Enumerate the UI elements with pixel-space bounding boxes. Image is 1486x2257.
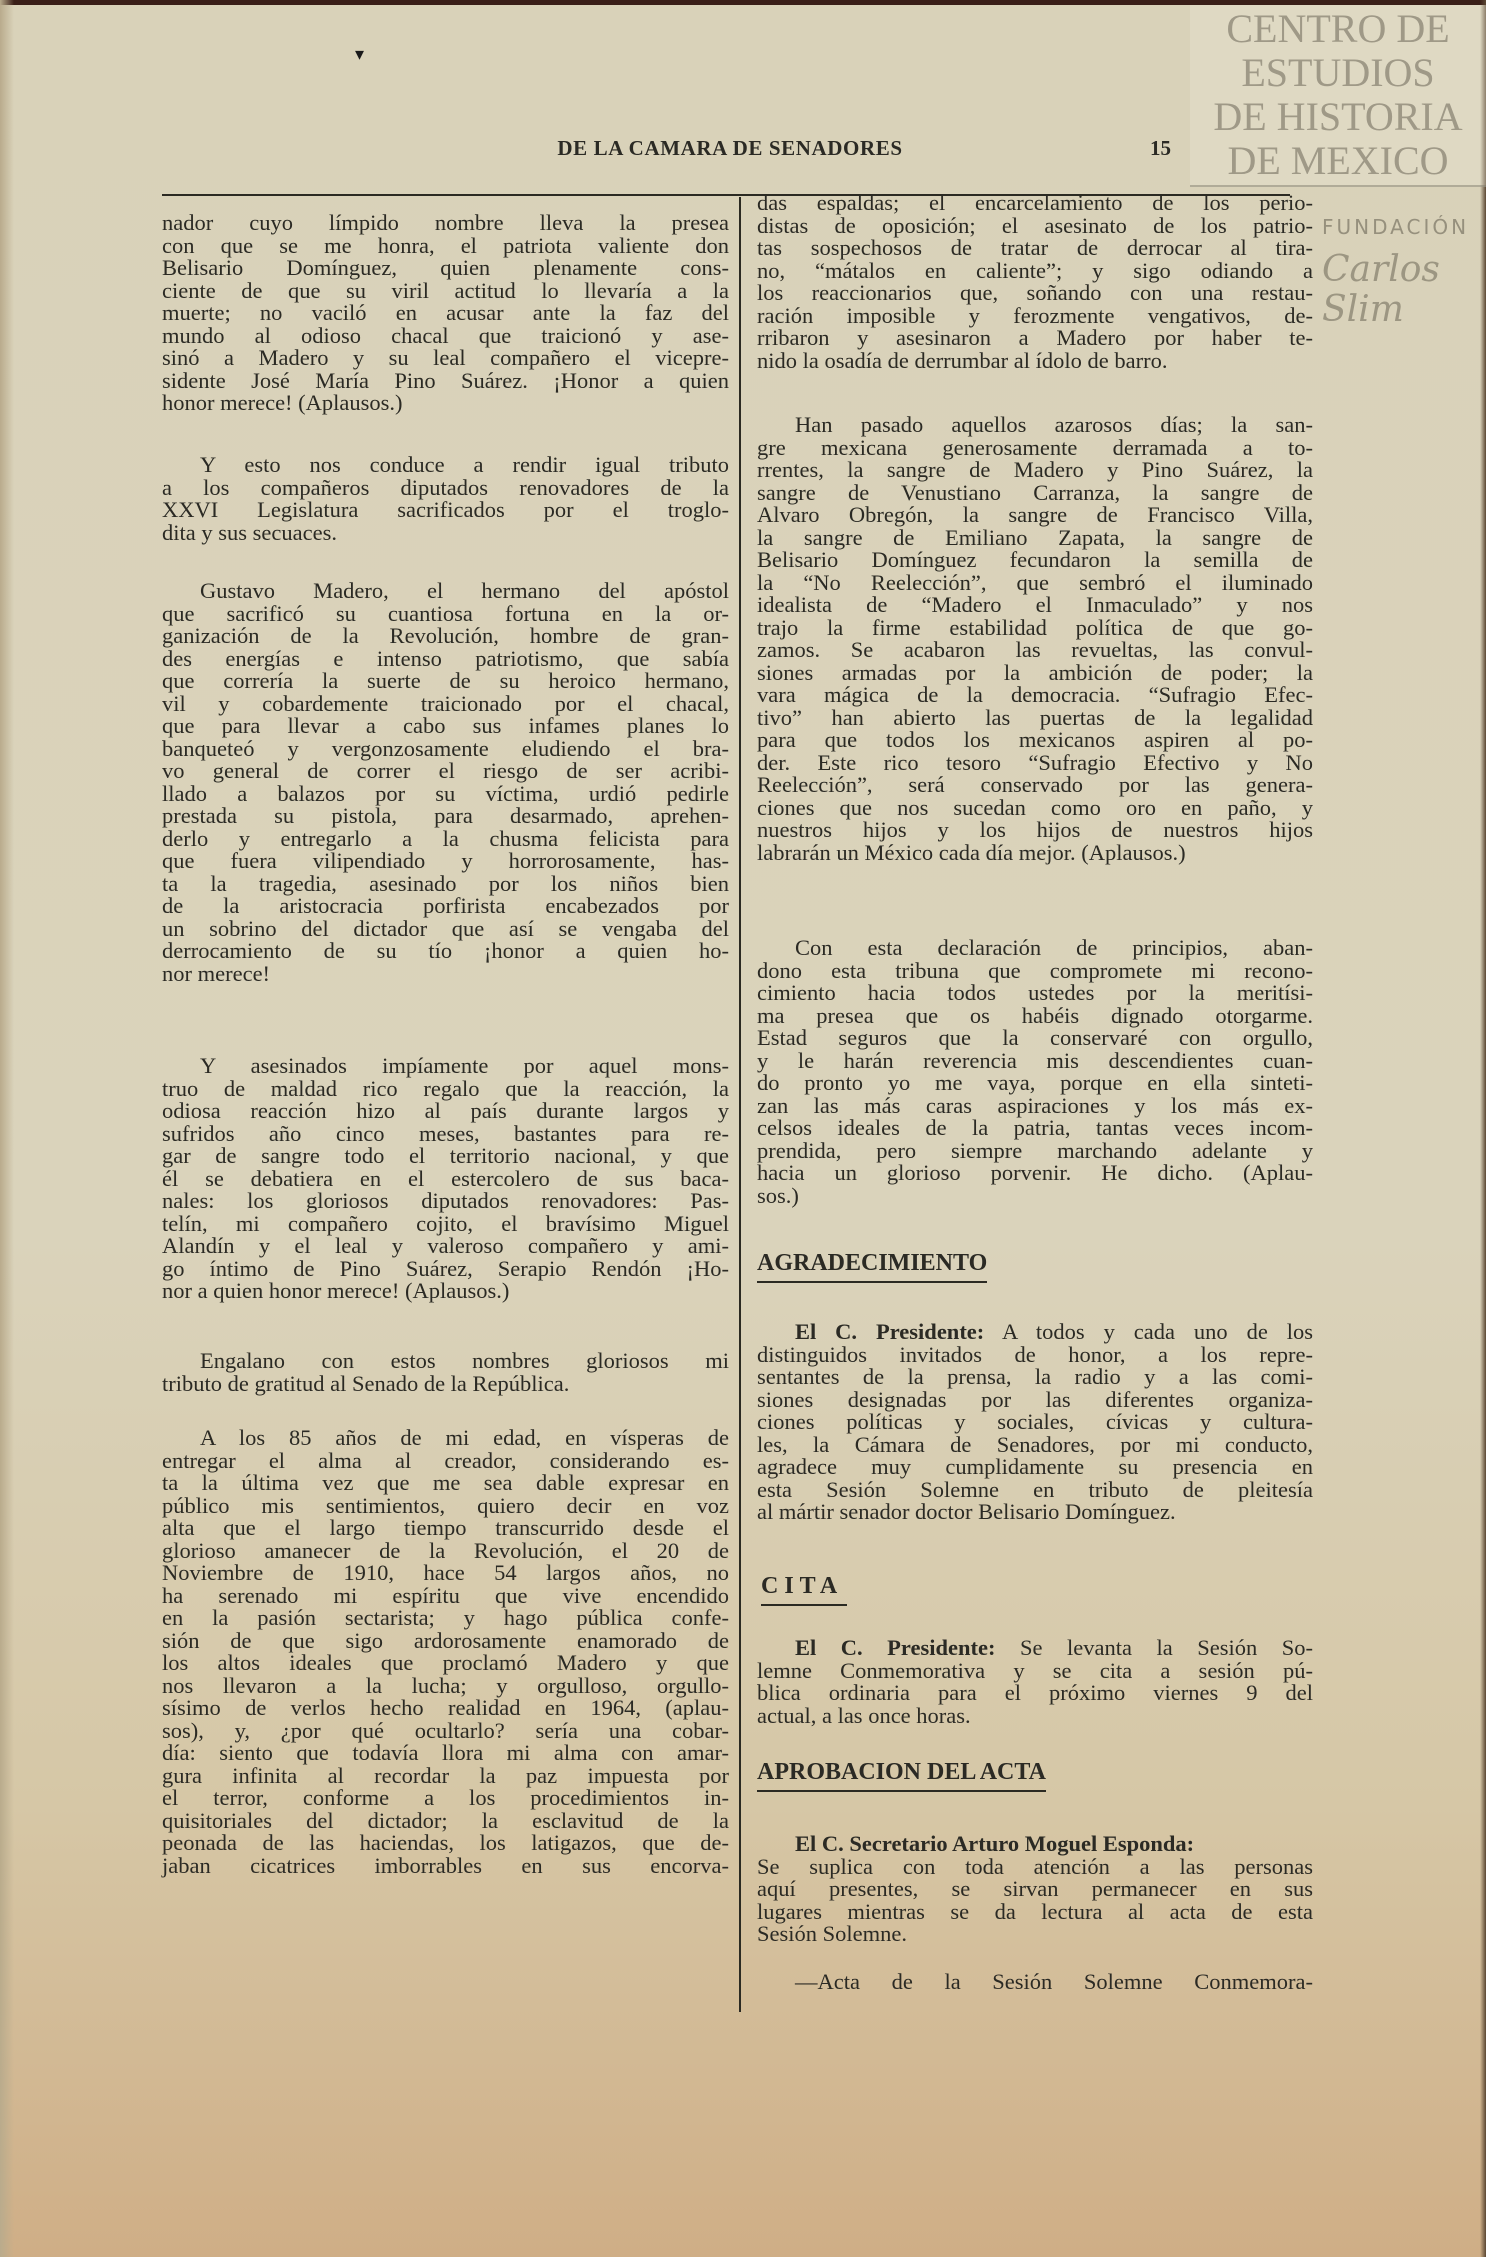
text-line: los altos ideales que proclamó Madero y que xyxy=(162,1650,729,1675)
text-line: ta la última vez que me sea dable expresar en xyxy=(162,1470,729,1495)
text-line: labrarán un México cada día mejor. (Aplausos.) xyxy=(757,839,1186,865)
text-line: des energías e intenso patriotismo, que sabía xyxy=(162,645,729,671)
text-line: él se debatiera en el estercolero de sus baca- xyxy=(162,1165,729,1191)
text-line: Alandín y el leal y valeroso compañero y ami- xyxy=(162,1233,729,1258)
text-line: que fuera vilipendiado y horrorosamente, has- xyxy=(162,848,729,873)
text-line: entregar el alma al creador, considerando es- xyxy=(162,1447,729,1473)
text-line: Se suplica con toda atención a las personas xyxy=(757,1853,1313,1879)
watermark-line: DE HISTORIA xyxy=(1213,94,1463,139)
text-line: das espaldas; el encarcelamiento de los perio- xyxy=(757,190,1313,215)
text-line: ta la tragedia, asesinado por los niños bien xyxy=(162,870,729,896)
text-line: un sobrino del dictador que así se vengaba del xyxy=(162,915,729,941)
text-line: Estad seguros que la conservaré con orgullo, xyxy=(757,1025,1313,1050)
text-line: al mártir senador doctor Belisario Domínguez. xyxy=(757,1499,1176,1524)
text-line: para que todos los mexicanos aspiren al po- xyxy=(757,727,1313,752)
text-line: ganización de la Revolución, hombre de gran- xyxy=(162,623,729,648)
text-line: de la aristocracia porfirista encabezados por xyxy=(162,893,729,918)
text-line: honor merece! (Aplausos.) xyxy=(162,390,403,415)
paragraph xyxy=(162,211,729,414)
text-line: Belisario Domínguez, quien plenamente cons- xyxy=(162,255,729,280)
text-line: nos llevaron a la lucha; y orgulloso, orgullo- xyxy=(162,1672,729,1698)
text-line: Noviembre de 1910, hace 54 largos años, no xyxy=(162,1560,729,1585)
text-line: actual, a las once horas. xyxy=(757,1702,971,1728)
text-line: jaban cicatrices imborrables en sus encorva- xyxy=(162,1852,729,1878)
text-line: Belisario Domínguez fecundaron la semilla de xyxy=(757,547,1313,572)
text-line: nales: los gloriosos diputados renovadores: Pas- xyxy=(162,1188,729,1213)
text-line: —Acta de la Sesión Solemne Conmemora- xyxy=(795,1969,1313,1994)
text-line: sentantes de la prensa, la radio y a las comi- xyxy=(757,1364,1313,1389)
paragraph xyxy=(757,1635,1313,1728)
text-line: ma presea que os habéis dignado otorgarme. xyxy=(757,1002,1313,1028)
paragraph xyxy=(757,411,1313,865)
watermark-foundation: FUNDACIÓN xyxy=(1322,215,1470,239)
text-line: la sangre de Emiliano Zapata, la sangre de xyxy=(757,524,1313,550)
paragraph xyxy=(757,1320,1313,1523)
scan-right-edge xyxy=(1480,0,1486,2257)
text-line: que correría la suerte de su heroico hermano, xyxy=(162,668,729,693)
text-line: sos.) xyxy=(757,1182,799,1208)
print-mark: ▾ xyxy=(355,44,365,64)
page-number: 15 xyxy=(1150,136,1171,160)
text-line: no, “mátalos en caliente”; y sigo odiando a xyxy=(757,257,1313,283)
text-line: A los 85 años de mi edad, en vísperas de xyxy=(200,1425,729,1450)
paragraph xyxy=(757,191,1313,371)
text-line: y le harán reverencia mis descendientes cuan- xyxy=(757,1047,1313,1073)
text-line: Con esta declaración de principios, aban- xyxy=(795,935,1313,960)
text-line: prendida, pero siempre marchando adelante y xyxy=(757,1137,1313,1163)
paragraph xyxy=(162,1424,729,1878)
text-line: zan las más caras aspiraciones y los más ex- xyxy=(757,1092,1313,1118)
text-line: truo de maldad rico regalo que la reacción, la xyxy=(162,1075,729,1101)
text-line: hacia un glorioso porvenir. He dicho. (Aplau- xyxy=(757,1160,1313,1185)
paragraph xyxy=(162,578,729,986)
text-line: rribaron y asesinaron a Madero por haber te- xyxy=(757,325,1313,350)
text-line: Y asesinados impíamente por aquel mons- xyxy=(200,1053,729,1078)
text-line: a los compañeros diputados renovadores de la xyxy=(162,474,729,500)
text-line: zamos. Se acabaron las revueltas, las convul- xyxy=(757,637,1313,662)
text-line: nor merece! xyxy=(162,960,271,986)
paragraph xyxy=(162,452,729,545)
text-line: que para llevar a cabo sus infames planes lo xyxy=(162,713,729,738)
text-line: do pronto yo me vaya, porque en ella sinteti- xyxy=(757,1070,1313,1095)
text-line: vara mágica de la democracia. “Sufragio Efec- xyxy=(757,682,1313,707)
text-line: Sesión Solemne. xyxy=(757,1921,907,1946)
watermark-line: DE MEXICO xyxy=(1227,138,1449,183)
running-title: DE LA CAMARA DE SENADORES xyxy=(557,136,903,160)
paragraph xyxy=(757,936,1313,1206)
text-line: celsos ideales de la patria, tantas veces incom- xyxy=(757,1115,1313,1140)
text-line: trajo la firme estabilidad política de que go- xyxy=(757,614,1313,640)
text-line: distas de oposición; el asesinato de los patrio- xyxy=(757,212,1313,238)
text-line: la “No Reelección”, que sembró el iluminado xyxy=(757,569,1313,595)
text-line: muerte; no vaciló en acusar ante la faz del xyxy=(162,300,729,325)
text-line: peonada de las haciendas, los latigazos, que de- xyxy=(162,1830,729,1855)
text-line: go íntimo de Pino Suárez, Serapio Rendón ¡Ho- xyxy=(162,1255,729,1281)
text-line: vil y cobardemente traicionado por el chacal, xyxy=(162,690,729,716)
text-line: telín, mi compañero cojito, el bravísimo Miguel xyxy=(162,1210,729,1236)
text-line: lemne Conmemorativa y se cita a sesión pú- xyxy=(757,1657,1313,1683)
paragraph xyxy=(757,1832,1313,1945)
text-line: ciente de que su viril actitud lo llevaría a la xyxy=(162,277,729,303)
text-line: tivo” han abierto las puertas de la legalidad xyxy=(757,704,1313,730)
text-line: nor a quien honor merece! (Aplausos.) xyxy=(162,1278,510,1303)
text-line: ha serenado mi espíritu que vive encendido xyxy=(162,1582,729,1608)
text-line: Y esto nos conduce a rendir igual tributo xyxy=(200,452,729,477)
text-line: gura infinita al recordar la paz impuesta por xyxy=(162,1762,729,1788)
text-line: El C. Presidente: Se levanta la Sesión So- xyxy=(795,1635,1313,1660)
text-line: ciones políticas y sociales, cívicas y cultura- xyxy=(757,1409,1313,1434)
text-line: odiosa reacción hizo al país durante largos y xyxy=(162,1098,729,1123)
text-line: tributo de gratitud al Senado de la República. xyxy=(162,1370,570,1396)
text-line: mundo al odioso chacal que traicionó y ase- xyxy=(162,322,729,348)
section-heading-agradecimiento: AGRADECIMIENTO xyxy=(757,1250,987,1283)
column-divider xyxy=(739,197,741,2012)
text-line: sidente José María Pino Suárez. ¡Honor a quien xyxy=(162,367,729,393)
watermark-line: ESTUDIOS xyxy=(1241,50,1435,95)
text-line xyxy=(757,1832,1313,1855)
section-heading-aprobacion-del-acta: APROBACION DEL ACTA xyxy=(757,1759,1046,1792)
text-line: sufridos año cinco meses, bastantes para re- xyxy=(162,1120,729,1146)
text-line: en la pasión sectarista; y hago pública confe- xyxy=(162,1605,729,1630)
text-line: llado a balazos por su víctima, urdió pedirle xyxy=(162,780,729,806)
text-line: les, la Cámara de Senadores, por mi conducto, xyxy=(757,1431,1313,1457)
text-line: banqueteó y vergonzosamente eludiendo el bra- xyxy=(162,735,729,761)
paragraph xyxy=(757,1969,1313,1992)
watermark-line: CENTRO DE xyxy=(1226,6,1450,51)
text-line: nuestros hijos y los hijos de nuestros hijos xyxy=(757,817,1313,842)
text-line: dono esta tribuna que compromete mi recono- xyxy=(757,957,1313,983)
text-line: el terror, conforme a los procedimientos in- xyxy=(162,1785,729,1810)
text-line: blica ordinaria para el próximo viernes 9 del xyxy=(757,1680,1313,1705)
speaker-label: El C. Presidente: xyxy=(795,1319,985,1344)
text-line: XXVI Legislatura sacrificados por el troglo- xyxy=(162,497,729,522)
text-line: tas sospechosos de tratar de derrocar al tira- xyxy=(757,235,1313,260)
text-line: nador cuyo límpido nombre lleva la presea xyxy=(162,210,729,235)
text-line: ciones que nos sucedan como oro en paño, y xyxy=(757,794,1313,820)
text-line: siones armadas por la ambición de poder; la xyxy=(757,659,1313,685)
scan-left-edge xyxy=(0,0,14,2257)
text-line: El C. Presidente: A todos y cada uno de los xyxy=(795,1319,1314,1344)
text-line: vo general de correr el riesgo de ser acribi- xyxy=(162,758,729,783)
text-line: derrocamiento de su tío ¡honor a quien ho- xyxy=(162,938,729,963)
paragraph xyxy=(162,1348,729,1396)
text-line: cimiento hacia todos ustedes por la meritísi- xyxy=(757,980,1313,1005)
text-line: Engalano con estos nombres gloriosos mi xyxy=(200,1348,729,1373)
text-line: quisitoriales del dictador; la esclavitud de la xyxy=(162,1807,729,1833)
text-line: con que se me honra, el patriota valiente don xyxy=(162,232,729,258)
watermark-logo xyxy=(1190,5,1486,187)
text-line: nido la osadía de derrumbar al ídolo de barro. xyxy=(757,347,1168,373)
text-line: der. Este rico tesoro “Sufragio Efectivo y No xyxy=(757,749,1313,775)
text-line: derlo y entregarlo a la chusma felicista para xyxy=(162,825,729,851)
watermark-signature: Carlos Slim xyxy=(1322,249,1440,330)
text-line: Han pasado aquellos azarosos días; la san- xyxy=(795,412,1313,437)
section-heading-cita: CITA xyxy=(761,1573,847,1606)
text-line: siones designadas por las diferentes organiza- xyxy=(757,1386,1313,1412)
text-line: gre mexicana generosamente derramada a to- xyxy=(757,434,1313,460)
text-line: ración imposible y ferozmente vengativos, de- xyxy=(757,302,1313,328)
text-line: los reaccionarios que, soñando con una restau- xyxy=(757,280,1313,305)
text-line: dita y sus secuaces. xyxy=(162,519,337,545)
text-line: prestada su pistola, para desarmado, aprehen- xyxy=(162,803,729,828)
text-line: aquí presentes, se sirvan permanecer en sus xyxy=(757,1876,1313,1901)
text-line: Gustavo Madero, el hermano del apóstol xyxy=(200,578,729,603)
text-line: Alvaro Obregón, la sangre de Francisco Villa, xyxy=(757,502,1313,527)
text-line: sangre de Venustiano Carranza, la sangre de xyxy=(757,479,1313,505)
text-line: idealista de “Madero el Inmaculado” y nos xyxy=(757,592,1313,617)
text-line: agradece muy cumplidamente su presencia en xyxy=(757,1454,1313,1479)
speaker-label: El C. Secretario Arturo Moguel Esponda: xyxy=(795,1831,1195,1856)
text-line: rrentes, la sangre de Madero y Pino Suárez, la xyxy=(757,457,1313,482)
speaker-label: El C. Presidente: xyxy=(795,1635,996,1660)
text-line: lugares mientras se da lectura al acta de esta xyxy=(757,1898,1313,1924)
text-line: glorioso amanecer de la Revolución, el 20 de xyxy=(162,1537,729,1563)
text-line: público mis sentimientos, quiero decir en voz xyxy=(162,1492,729,1518)
text-line: alta que el largo tiempo transcurrido desde el xyxy=(162,1515,729,1540)
text-line: sos), y, ¿por qué ocultarlo? sería una cobar- xyxy=(162,1717,729,1743)
text-line: sísimo de verlos hecho realidad en 1964, (aplau- xyxy=(162,1695,729,1720)
text-line: sión de que sigo ardorosamente enamorado de xyxy=(162,1627,729,1653)
text-line: sinó a Madero y su leal compañero el vicepre- xyxy=(162,345,729,370)
text-line: esta Sesión Solemne en tributo de pleitesía xyxy=(757,1476,1313,1502)
text-line: que sacrificó su cuantiosa fortuna en la or- xyxy=(162,600,729,626)
paragraph xyxy=(162,1054,729,1302)
text-line: día: siento que todavía llora mi alma con amar- xyxy=(162,1740,729,1765)
text-line: Reelección”, será conservado por las genera- xyxy=(757,772,1313,797)
text-line: distinguidos invitados de honor, a los repre- xyxy=(757,1341,1313,1367)
text-line: gar de sangre todo el territorio nacional, y que xyxy=(162,1143,729,1168)
